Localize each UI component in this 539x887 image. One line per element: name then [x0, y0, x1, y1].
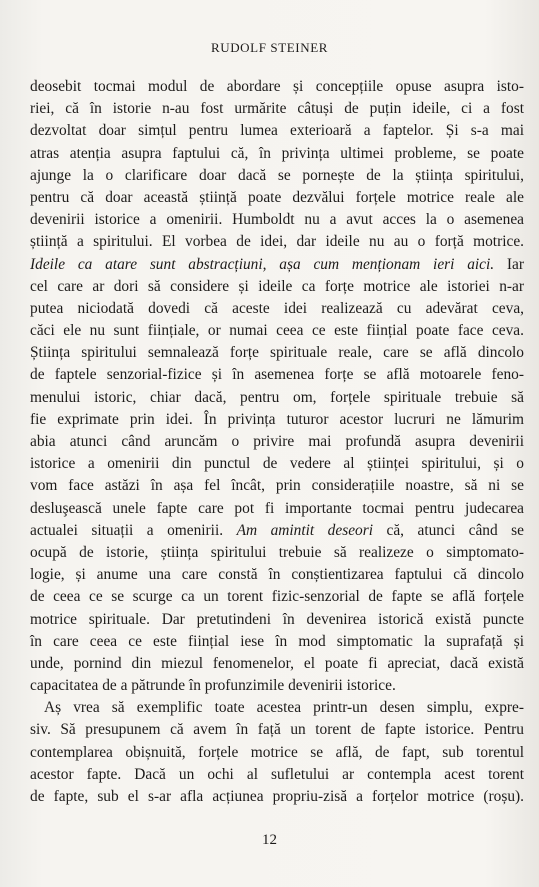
page-number: 12	[262, 832, 277, 848]
text-line: vom face astăzi în așa fel încât, prin considerațiile noastre, să ni se	[30, 477, 524, 495]
text-line: desluşească unele fapte care pot fi importante tocmai pentru judecarea	[30, 499, 524, 517]
text-line: atras atenția asupra faptului că, în privința ultimei probleme, se poate	[30, 144, 524, 162]
text-fragment: actualei situații a omenirii.	[30, 521, 237, 539]
text-line-mixed	[30, 254, 524, 276]
text-line: istorice a omenirii din punctul de vedere al științei spiritului, și o	[30, 455, 524, 473]
running-head: RUDOLF STEINER	[210, 40, 329, 55]
text-line: capacitatea de a pătrunde în profunzimile devenirii istorice.	[30, 677, 396, 695]
italic-phrase: Am amintit deseori	[236, 521, 373, 539]
text-line: pentru că doar această știință poate dezvălui forțele motrice reale ale	[30, 188, 524, 206]
text-line: ajunge la o clarificare doar dacă se pornește de la știința spiritului,	[30, 166, 524, 184]
text-line: acestor fapte. Dacă un ochi al sufletului ar contempla acest torent	[30, 765, 524, 783]
text-line: motrice spirituale. Dar pretutindeni în devenirea istorică există puncte	[30, 610, 524, 628]
text-line: deosebit tocmai modul de abordare și concepțiile opuse asupra isto-	[30, 78, 524, 95]
text-line: putea niciodată dovedi că aceste idei realizează cu adevărat ceva,	[30, 299, 524, 317]
text-line: logie, și anume una care constă în conștientizarea faptului că dincolo	[30, 566, 524, 584]
text-line: riei, că în istorie n-au fost urmărite câtuși de puțin ideile, ci a fost	[30, 100, 524, 118]
text-line: Aș vrea să exemplific toate acestea printr-un desen simplu, expre-	[44, 699, 524, 717]
text-line: devenirii istorice a omenirii. Humboldt nu a avut acces la o asemenea	[30, 211, 524, 229]
text-line-mixed	[30, 520, 524, 542]
text-line: Știința spiritului semnalează forțe spirituale reale, care se află dincolo	[30, 344, 524, 362]
text-line: de faptele senzorial-fizice și în asemenea forțe se află motoarele feno-	[30, 366, 524, 384]
text-line: ocupă de istorie, știința spiritului trebuie să realizeze o simptomato-	[30, 543, 524, 561]
text-line: știință a spiritului. El vorbea de idei, dar ideile nu au o forță motrice.	[30, 233, 524, 251]
text-line: cel care ar dori să considere și ideile ca forțe motrice ale istoriei n-ar	[30, 277, 524, 295]
italic-phrase: Ideile ca atare sunt abstracțiuni, așa cum menționam ieri aici.	[30, 255, 495, 273]
text-line: unde, pornind din miezul fenomenelor, el poate fi apreciat, dacă există	[30, 654, 524, 672]
text-line: căci ele nu sunt ființiale, or numai ceea ce este ființial poate face ceva.	[30, 322, 524, 340]
text-line: menului istoric, chiar dacă, pentru om, forțele spirituale trebuie să	[30, 388, 524, 406]
text-line: fie exprimate prin idei. În privința tuturor acestor lucruri ne lămurim	[30, 410, 524, 428]
text-fragment: că, atunci când se	[373, 521, 524, 539]
text-line: de fapte, sub el s-ar afla acțiunea propriu-zisă a forțelor motrice (roșu).	[30, 788, 524, 805]
body-text	[30, 76, 524, 808]
text-line: de ceea ce se scurge ca un torent fizic-senzorial de fapte se află forțele	[30, 588, 524, 606]
text-fragment: Iar	[494, 255, 524, 273]
text-line: în care ceea ce este ființial iese în mod simptomatic la suprafață și	[30, 632, 524, 650]
text-line: dezvoltat doar simțul pentru lumea exterioară a faptelor. Și s-a mai	[30, 122, 524, 140]
text-line: siv. Să presupunem că avem în față un torent de fapte istorice. Pentru	[30, 721, 524, 739]
text-line: abia atunci când aruncăm o privire mai profundă asupra devenirii	[30, 433, 524, 450]
text-line: contemplarea obișnuită, forțele motrice se află, de fapt, sub torentul	[30, 743, 524, 761]
